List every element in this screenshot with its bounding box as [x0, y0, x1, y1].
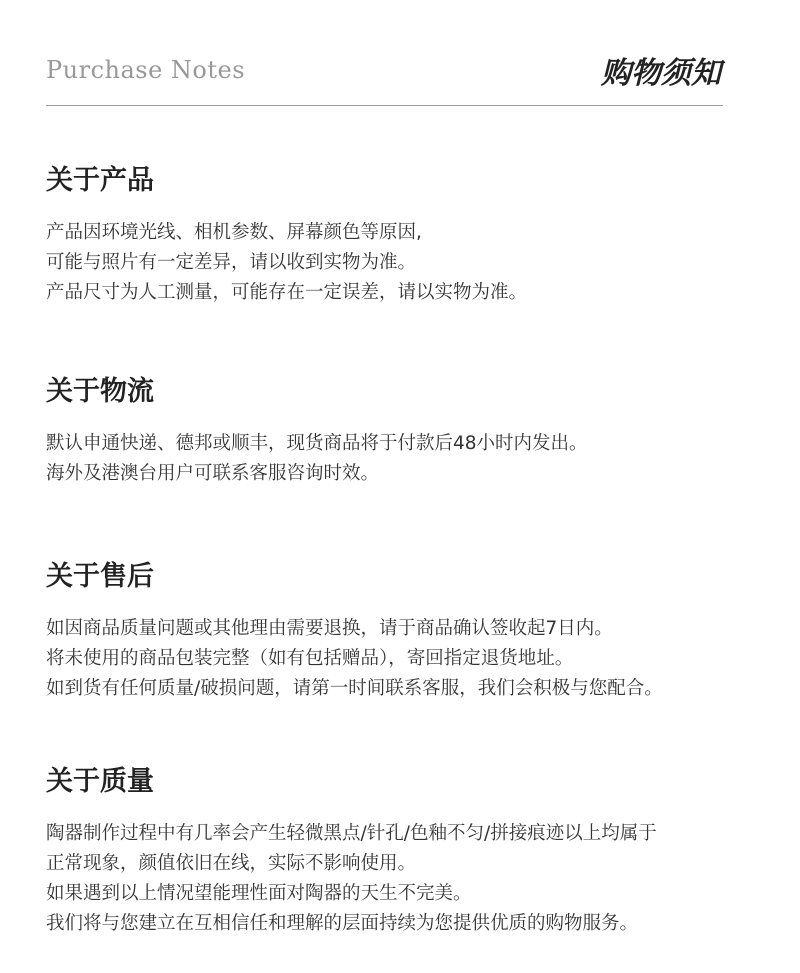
section-body: [46, 819, 766, 939]
section-line: 我们将与您建立在互相信任和理解的层面持续为您提供优质的购物服务。: [46, 913, 639, 934]
section-title: 关于质量: [46, 766, 154, 797]
section-quality: [46, 765, 766, 939]
section-line: 海外及港澳台用户可联系客服咨询时效。: [46, 463, 380, 484]
header-divider: [46, 105, 723, 106]
section-line: 产品因环境光线、相机参数、屏幕颜色等原因,: [46, 222, 422, 243]
section-line: 陶器制作过程中有几率会产生轻微黑点/针孔/色釉不匀/拼接痕迹以上均属于: [46, 823, 657, 844]
section-line: 如果遇到以上情况望能理性面对陶器的天生不完美。: [46, 883, 472, 904]
section-after-sales: [46, 560, 766, 704]
section-body: [46, 429, 766, 489]
section-line: 如到货有任何质量/破损问题，请第一时间联系客服，我们会积极与您配合。: [46, 678, 663, 699]
section-body: [46, 218, 766, 308]
section-title: 关于物流: [46, 376, 154, 407]
section-title: 关于产品: [46, 165, 154, 196]
section-line: 默认申通快递、德邦或顺丰，现货商品将于付款后48小时内发出。: [46, 433, 588, 454]
header-title-zh: 购物须知: [601, 56, 721, 91]
section-logistics: [46, 375, 766, 489]
header-title-en: Purchase Notes: [46, 56, 246, 84]
section-title: 关于售后: [46, 561, 154, 592]
section-line: 将未使用的商品包装完整（如有包括赠品），寄回指定退货地址。: [46, 648, 574, 669]
section-line: 正常现象，颜值依旧在线，实际不影响使用。: [46, 853, 417, 874]
section-product: [46, 164, 766, 308]
section-line: 如因商品质量问题或其他理由需要退换，请于商品确认签收起7日内。: [46, 618, 613, 639]
section-line: 可能与照片有一定差异，请以收到实物为准。: [46, 252, 417, 273]
section-line: 产品尺寸为人工测量，可能存在一定误差，请以实物为准。: [46, 282, 528, 303]
page-header: [46, 40, 723, 106]
section-body: [46, 614, 766, 704]
